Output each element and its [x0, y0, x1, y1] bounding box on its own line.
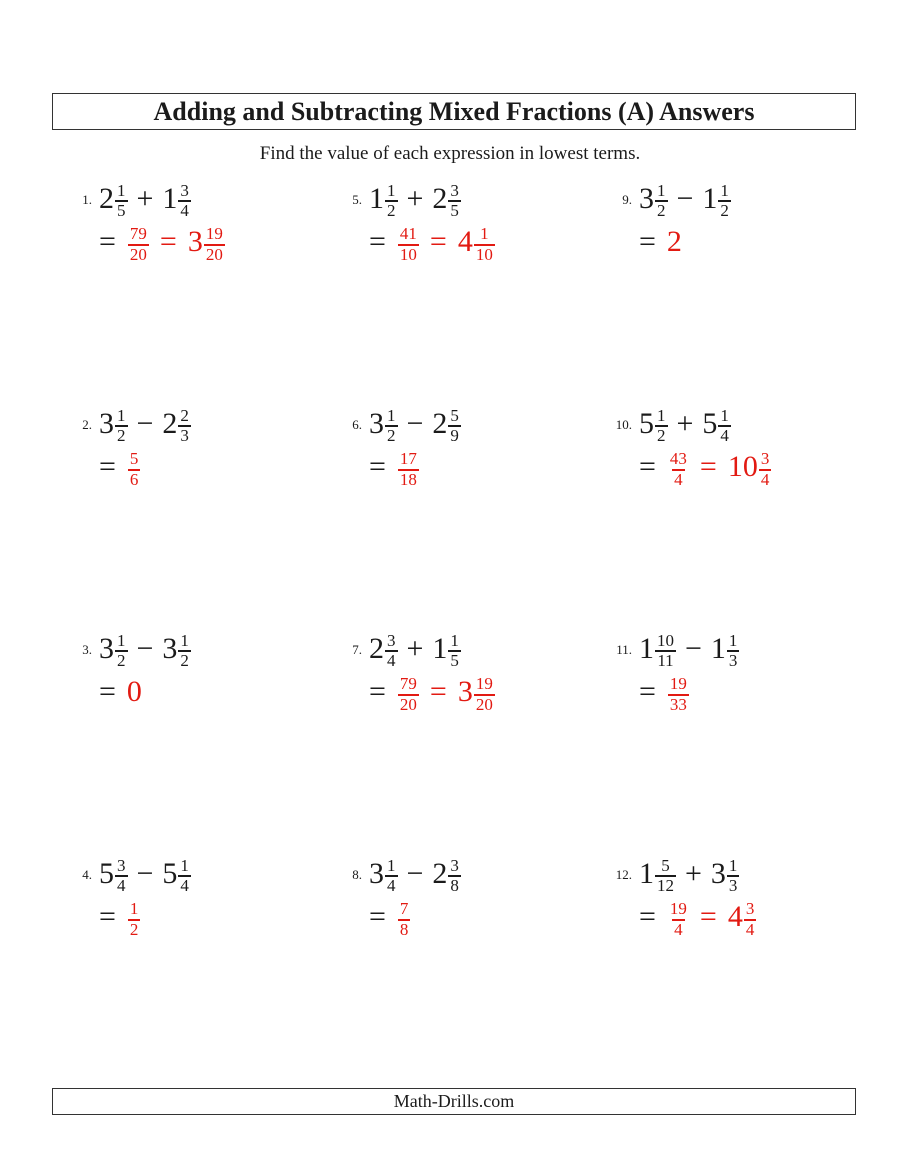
mixed-number — [99, 630, 128, 671]
equals-sign: = — [639, 225, 656, 259]
denominator: 6 — [129, 469, 139, 489]
fraction — [128, 900, 141, 939]
numerator: 1 — [117, 630, 126, 650]
problem — [62, 628, 332, 853]
numerator: 1 — [117, 405, 126, 425]
denominator: 4 — [180, 876, 189, 896]
denominator: 2 — [117, 651, 126, 671]
problem-body — [369, 853, 461, 939]
denominator: 4 — [745, 919, 755, 939]
expression-line — [369, 403, 461, 445]
problem-body — [99, 178, 225, 264]
answer-line — [99, 896, 191, 938]
numerator: 5 — [450, 405, 459, 425]
problem-body — [369, 178, 495, 264]
operator-sign: − — [676, 182, 694, 215]
numerator: 1 — [387, 855, 396, 875]
denominator: 5 — [450, 651, 459, 671]
denominator: 3 — [180, 426, 189, 446]
equals-sign: = — [699, 450, 717, 484]
answer-line — [99, 671, 191, 712]
mixed-number — [187, 224, 225, 264]
operator-sign: − — [406, 857, 424, 890]
numerator: 1 — [720, 405, 729, 425]
mixed-number — [99, 180, 128, 221]
problem-number: 8. — [352, 867, 362, 882]
equals-sign: = — [369, 675, 386, 709]
mixed-number — [432, 630, 461, 671]
instructions-text: Find the value of each expression in lowest terms. — [259, 143, 641, 164]
fraction — [204, 225, 225, 264]
answer-line — [99, 446, 191, 488]
expression-line — [369, 628, 495, 670]
operator-sign: + — [406, 182, 424, 215]
equals-sign: = — [699, 900, 717, 934]
problem — [602, 628, 872, 853]
fraction — [115, 182, 128, 221]
fraction — [178, 632, 191, 671]
numerator: 1 — [387, 405, 396, 425]
operator-sign: + — [676, 407, 694, 440]
fraction — [718, 182, 731, 221]
fraction — [655, 857, 676, 896]
denominator: 4 — [180, 201, 189, 221]
numerator: 3 — [745, 899, 755, 919]
denominator: 2 — [129, 919, 139, 939]
page-title: Adding and Subtracting Mixed Fractions (A) Answers — [153, 96, 755, 126]
whole-part: 2 — [432, 182, 448, 215]
fraction — [448, 407, 461, 446]
fraction — [448, 632, 461, 671]
numerator: 1 — [387, 180, 396, 200]
fraction — [448, 182, 461, 221]
whole-part: 4 — [457, 225, 473, 259]
fraction — [398, 450, 419, 489]
equals-sign: = — [159, 225, 177, 259]
denominator: 4 — [387, 651, 396, 671]
denominator: 5 — [117, 201, 126, 221]
denominator: 9 — [450, 426, 459, 446]
numerator: 3 — [117, 855, 126, 875]
problem — [62, 403, 332, 628]
answer-line — [369, 671, 495, 713]
equals-sign: = — [369, 900, 386, 934]
whole-number: 2 — [666, 225, 682, 259]
numerator: 41 — [399, 224, 417, 244]
fraction — [398, 225, 419, 264]
numerator: 3 — [387, 630, 396, 650]
fraction — [385, 407, 398, 446]
whole-part: 1 — [369, 182, 384, 215]
denominator: 2 — [180, 651, 189, 671]
denominator: 20 — [475, 694, 493, 714]
numerator: 5 — [129, 449, 139, 469]
expression-line — [639, 628, 739, 670]
numerator: 3 — [760, 449, 770, 469]
denominator: 4 — [674, 919, 683, 939]
fraction — [759, 450, 772, 489]
fraction — [668, 675, 689, 714]
problem-body — [369, 628, 495, 714]
denominator: 10 — [475, 244, 493, 264]
numerator: 79 — [129, 224, 147, 244]
denominator: 18 — [399, 469, 417, 489]
expression-line — [639, 178, 731, 220]
problem-number: 9. — [622, 192, 632, 207]
whole-part: 3 — [369, 857, 384, 890]
expression-line — [99, 628, 191, 670]
denominator: 4 — [674, 469, 683, 489]
operator-sign: + — [685, 857, 702, 890]
mixed-number — [639, 630, 676, 671]
equals-sign: = — [639, 450, 656, 484]
mixed-number — [639, 180, 668, 221]
footer-box — [52, 1088, 856, 1115]
whole-part: 3 — [187, 225, 203, 259]
numerator: 1 — [180, 855, 189, 875]
numerator: 1 — [720, 180, 729, 200]
whole-number: 0 — [126, 675, 142, 709]
equals-sign: = — [99, 225, 116, 259]
operator-sign: − — [136, 857, 154, 890]
problem — [602, 853, 872, 1078]
expression-line — [639, 403, 771, 445]
mixed-number — [99, 855, 128, 896]
numerator: 43 — [669, 449, 687, 469]
mixed-number — [432, 855, 461, 896]
fraction — [385, 182, 398, 221]
fraction — [398, 900, 411, 939]
whole-part: 2 — [99, 182, 114, 215]
numerator: 7 — [399, 899, 409, 919]
problems-grid — [62, 178, 872, 1078]
mixed-number — [457, 674, 495, 714]
mixed-number — [639, 855, 676, 896]
mixed-number — [162, 855, 191, 896]
problem — [332, 853, 602, 1078]
denominator: 4 — [117, 876, 126, 896]
problem — [332, 628, 602, 853]
numerator: 19 — [669, 899, 687, 919]
mixed-number — [162, 630, 191, 671]
whole-part: 2 — [369, 632, 384, 665]
expression-line — [99, 403, 191, 445]
fraction — [385, 857, 398, 896]
fraction — [744, 900, 757, 939]
denominator: 5 — [450, 201, 459, 221]
answer-line — [639, 221, 731, 262]
fraction — [115, 407, 128, 446]
equals-sign: = — [639, 900, 656, 934]
expression-line — [369, 853, 461, 895]
operator-sign: − — [136, 632, 154, 665]
mixed-number — [162, 405, 191, 446]
mixed-number — [457, 224, 495, 264]
denominator: 2 — [657, 201, 666, 221]
fraction — [178, 857, 191, 896]
numerator: 5 — [661, 855, 670, 875]
whole-part: 2 — [432, 407, 448, 440]
numerator: 79 — [399, 674, 417, 694]
denominator: 11 — [657, 651, 674, 671]
equals-sign: = — [369, 225, 386, 259]
expression-line — [99, 178, 225, 220]
equals-sign: = — [429, 225, 447, 259]
problem-number: 5. — [352, 192, 362, 207]
problem — [62, 853, 332, 1078]
fraction — [128, 450, 141, 489]
mixed-number — [369, 405, 398, 446]
mixed-number — [710, 855, 740, 896]
whole-part: 3 — [457, 675, 473, 709]
answer-line — [369, 221, 495, 263]
problem-number: 12. — [615, 867, 632, 882]
whole-part: 2 — [162, 407, 178, 440]
denominator: 2 — [657, 426, 666, 446]
whole-part: 3 — [639, 182, 654, 215]
fraction — [655, 632, 676, 671]
fraction — [115, 857, 128, 896]
numerator: 1 — [129, 899, 139, 919]
problem — [62, 178, 332, 403]
whole-part: 3 — [369, 407, 384, 440]
answer-line — [639, 896, 756, 938]
problem — [602, 178, 872, 403]
mixed-number — [432, 405, 461, 446]
equals-sign: = — [369, 450, 386, 484]
operator-sign: − — [406, 407, 424, 440]
whole-part: 3 — [710, 857, 726, 890]
numerator: 19 — [475, 674, 493, 694]
fraction — [727, 632, 740, 671]
whole-part: 2 — [432, 857, 448, 890]
problem-number: 2. — [82, 417, 92, 432]
numerator: 1 — [728, 855, 738, 875]
equals-sign: = — [429, 675, 447, 709]
expression-line — [99, 853, 191, 895]
problem-number: 11. — [616, 642, 632, 657]
denominator: 4 — [720, 426, 729, 446]
mixed-number — [639, 405, 668, 446]
whole-part: 5 — [702, 407, 718, 440]
fraction — [668, 900, 689, 939]
whole-part: 3 — [162, 632, 178, 665]
numerator: 1 — [657, 405, 666, 425]
denominator: 33 — [669, 694, 687, 714]
problem — [602, 403, 872, 628]
problem-number: 7. — [352, 642, 362, 657]
denominator: 4 — [387, 876, 396, 896]
problem-body — [369, 403, 461, 489]
denominator: 20 — [399, 694, 417, 714]
problem-body — [99, 403, 191, 489]
answer-line — [639, 671, 739, 713]
operator-sign: − — [685, 632, 702, 665]
fraction — [178, 407, 191, 446]
problem-number: 3. — [82, 642, 92, 657]
mixed-number — [727, 899, 757, 939]
fraction — [718, 407, 731, 446]
numerator: 1 — [728, 630, 738, 650]
whole-part: 5 — [639, 407, 654, 440]
fraction — [655, 407, 668, 446]
denominator: 20 — [129, 244, 147, 264]
whole-part: 4 — [727, 900, 743, 934]
whole-part: 3 — [99, 632, 114, 665]
whole-part: 1 — [710, 632, 726, 665]
numerator: 1 — [480, 224, 489, 244]
fraction — [727, 857, 740, 896]
worksheet-title-box — [52, 93, 856, 130]
equals-sign: = — [99, 900, 116, 934]
denominator: 10 — [399, 244, 417, 264]
problem — [332, 403, 602, 628]
problem-body — [99, 853, 191, 939]
expression-line — [369, 178, 495, 220]
denominator: 12 — [657, 876, 674, 896]
fraction — [115, 632, 128, 671]
numerator: 1 — [180, 630, 189, 650]
problem-body — [639, 853, 756, 939]
operator-sign: − — [136, 407, 154, 440]
numerator: 1 — [117, 180, 126, 200]
whole-part: 1 — [639, 632, 654, 665]
footer-brand: Math-Drills.com — [393, 1091, 515, 1111]
fraction — [474, 225, 495, 264]
whole-part: 3 — [99, 407, 114, 440]
answer-line — [639, 446, 771, 488]
mixed-number — [727, 449, 772, 489]
mixed-number — [432, 180, 461, 221]
mixed-number — [99, 405, 128, 446]
denominator: 3 — [728, 876, 738, 896]
problem-body — [639, 403, 771, 489]
problem-body — [639, 628, 739, 714]
fraction — [474, 675, 495, 714]
whole-part: 1 — [162, 182, 178, 215]
whole-part: 10 — [727, 450, 758, 484]
denominator: 2 — [387, 201, 396, 221]
mixed-number — [702, 180, 731, 221]
fraction — [448, 857, 461, 896]
problem-number: 1. — [82, 192, 92, 207]
denominator: 8 — [450, 876, 459, 896]
whole-part: 1 — [639, 857, 654, 890]
numerator: 10 — [657, 630, 674, 650]
numerator: 2 — [180, 405, 189, 425]
denominator: 4 — [760, 469, 770, 489]
mixed-number — [702, 405, 731, 446]
mixed-number — [369, 180, 398, 221]
numerator: 3 — [180, 180, 189, 200]
equals-sign: = — [99, 675, 116, 709]
denominator: 8 — [399, 919, 409, 939]
problem — [332, 178, 602, 403]
denominator: 2 — [117, 426, 126, 446]
operator-sign: + — [136, 182, 154, 215]
answer-line — [369, 446, 461, 488]
numerator: 19 — [669, 674, 687, 694]
whole-part: 1 — [432, 632, 448, 665]
problem-number: 10. — [615, 417, 632, 432]
numerator: 1 — [657, 180, 666, 200]
denominator: 2 — [387, 426, 396, 446]
answer-line — [369, 896, 461, 938]
mixed-number — [162, 180, 191, 221]
numerator: 1 — [450, 630, 459, 650]
fraction — [385, 632, 398, 671]
mixed-number — [369, 630, 398, 671]
denominator: 3 — [728, 651, 738, 671]
whole-part: 5 — [99, 857, 114, 890]
equals-sign: = — [639, 675, 656, 709]
expression-line — [639, 853, 756, 895]
whole-part: 5 — [162, 857, 178, 890]
mixed-number — [710, 630, 740, 671]
equals-sign: = — [99, 450, 116, 484]
fraction — [398, 675, 419, 714]
problem-body — [99, 628, 191, 713]
operator-sign: + — [406, 632, 424, 665]
fraction — [668, 450, 689, 489]
fraction — [178, 182, 191, 221]
whole-part: 1 — [702, 182, 718, 215]
answer-line — [99, 221, 225, 263]
numerator: 3 — [450, 180, 459, 200]
numerator: 19 — [205, 224, 223, 244]
problem-number: 6. — [352, 417, 362, 432]
numerator: 17 — [399, 449, 417, 469]
mixed-number — [369, 855, 398, 896]
fraction — [128, 225, 149, 264]
denominator: 20 — [205, 244, 223, 264]
problem-body — [639, 178, 731, 263]
problem-number: 4. — [82, 867, 92, 882]
denominator: 2 — [720, 201, 729, 221]
fraction — [655, 182, 668, 221]
numerator: 3 — [450, 855, 459, 875]
